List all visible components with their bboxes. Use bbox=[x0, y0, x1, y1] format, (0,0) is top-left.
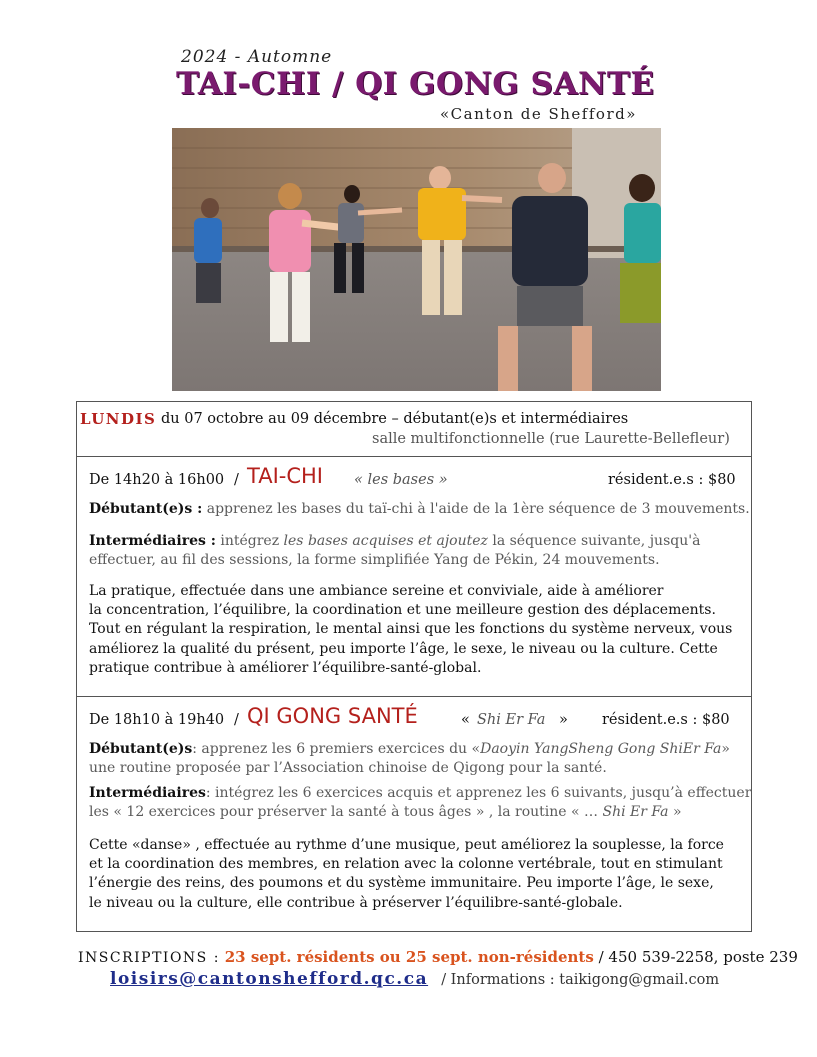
page-title: TAI-CHI / QI GONG SANTÉ bbox=[176, 66, 655, 102]
taichi-desc-line: pratique contribue à améliorer l’équilibre-santé-global. bbox=[89, 659, 482, 676]
taichi-section bbox=[76, 456, 752, 697]
taichi-inter-text-2: effectuer, au fil des sessions, la forme simplifiée Yang de Pékin, 24 mouvements. bbox=[89, 552, 660, 569]
taichi-name: TAI-CHI bbox=[247, 464, 323, 488]
taichi-deb-label: Débutant(e)s : bbox=[89, 501, 203, 517]
qigong-name: QI GONG SANTÉ bbox=[247, 704, 418, 728]
qigong-inter-text-2: les « 12 exercices pour préserver la santé à tous âges » , la routine « … bbox=[89, 804, 599, 821]
taichi-desc-line: améliorez la qualité du présent, peu importe l’âge, le sexe, le niveau ou la culture. Cette bbox=[89, 640, 718, 657]
taichi-inter-text-c: la séquence suivante, jusqu'à bbox=[492, 533, 701, 549]
taichi-description bbox=[89, 582, 732, 678]
qigong-tag-open: « bbox=[461, 712, 470, 728]
taichi-inter-text-a: intégrez bbox=[220, 533, 280, 549]
qigong-deb-text: : apprenez les 6 premiers exercices du « bbox=[192, 741, 481, 757]
registration-phone: / 450 539-2258, poste 239 bbox=[598, 948, 798, 966]
season-label: 2024 - Automne bbox=[181, 47, 333, 67]
email-link[interactable]: loisirs@cantonshefford.qc.ca bbox=[110, 969, 429, 989]
qigong-inter-text-end: » bbox=[672, 804, 682, 821]
schedule-day: LUNDIS bbox=[80, 410, 157, 428]
schedule-box bbox=[76, 401, 752, 457]
taichi-intermediaires bbox=[89, 532, 700, 570]
registration-deadlines: 23 sept. résidents ou 25 sept. non-résidents bbox=[224, 948, 594, 966]
qigong-price: résident.e.s : $80 bbox=[602, 712, 730, 728]
qigong-tag-close: » bbox=[559, 712, 568, 728]
taichi-inter-text-b: les bases acquises et ajoutez bbox=[283, 533, 488, 549]
qigong-inter-routine: Shi Er Fa bbox=[602, 804, 669, 821]
qigong-desc-line: le niveau ou la culture, elle contribue à préserver l’équilibre-santé-globale. bbox=[89, 894, 623, 911]
registration-line bbox=[78, 948, 798, 966]
qigong-inter-label: Intermédiaires bbox=[89, 785, 206, 801]
taichi-desc-line: Tout en régulant la respiration, le mental ainsi que les fonctions du système nerveux, vous bbox=[89, 621, 733, 638]
taichi-debutants bbox=[89, 500, 750, 519]
taichi-tag: « les bases » bbox=[354, 472, 448, 488]
taichi-price: résident.e.s : $80 bbox=[608, 472, 736, 488]
page-subtitle: «Canton de Shefford» bbox=[440, 105, 637, 123]
qigong-desc-line: et la coordination des membres, en relation avec la colonne vertébrale, tout en stimulant bbox=[89, 856, 723, 873]
taichi-separator: / bbox=[234, 472, 239, 488]
qigong-deb-text-2: une routine proposée par l’Association chinoise de Qigong pour la santé. bbox=[89, 760, 607, 777]
info-contact: / Informations : taikigong@gmail.com bbox=[441, 972, 720, 988]
schedule-room: salle multifonctionnelle (rue Laurette-Bellefleur) bbox=[372, 431, 730, 447]
qigong-deb-routine: Daoyin YangSheng Gong ShiEr Fa bbox=[480, 741, 722, 757]
qigong-section bbox=[76, 696, 752, 932]
taichi-desc-line: La pratique, effectuée dans une ambiance sereine et conviviale, aide à améliorer bbox=[89, 583, 664, 599]
schedule-dates: du 07 octobre au 09 décembre – débutant(e)s et intermédiaires bbox=[161, 411, 629, 427]
qigong-tag: Shi Er Fa bbox=[477, 712, 546, 728]
qigong-intermediaires bbox=[89, 784, 751, 822]
qigong-debutants bbox=[89, 740, 730, 778]
qigong-description bbox=[89, 836, 724, 913]
qigong-separator: / bbox=[234, 712, 239, 728]
taichi-inter-label: Intermédiaires : bbox=[89, 533, 216, 549]
qigong-deb-text-end: » bbox=[721, 741, 730, 757]
qigong-deb-label: Débutant(e)s bbox=[89, 741, 193, 757]
contact-line bbox=[110, 969, 719, 989]
qigong-inter-text: : intégrez les 6 exercices acquis et apprenez les 6 suivants, jusqu’à effectuer bbox=[205, 785, 752, 801]
qigong-desc-line: l’énergie des reins, des poumons et du système immunitaire. Peu importe l’âge, le sexe, bbox=[89, 875, 714, 892]
taichi-time: De 14h20 à 16h00 bbox=[89, 472, 225, 488]
registration-label: INSCRIPTIONS : bbox=[78, 950, 220, 966]
class-photo bbox=[172, 128, 661, 391]
taichi-deb-text: apprenez les bases du taï-chi à l'aide de la 1ère séquence de 3 mouvements. bbox=[206, 501, 750, 517]
qigong-desc-line: Cette «danse» , effectuée au rythme d’une musique, peut améliorez la souplesse, la force bbox=[89, 837, 724, 853]
qigong-time: De 18h10 à 19h40 bbox=[89, 712, 225, 728]
taichi-desc-line: la concentration, l’équilibre, la coordination et une meilleure gestion des déplacements. bbox=[89, 602, 716, 619]
